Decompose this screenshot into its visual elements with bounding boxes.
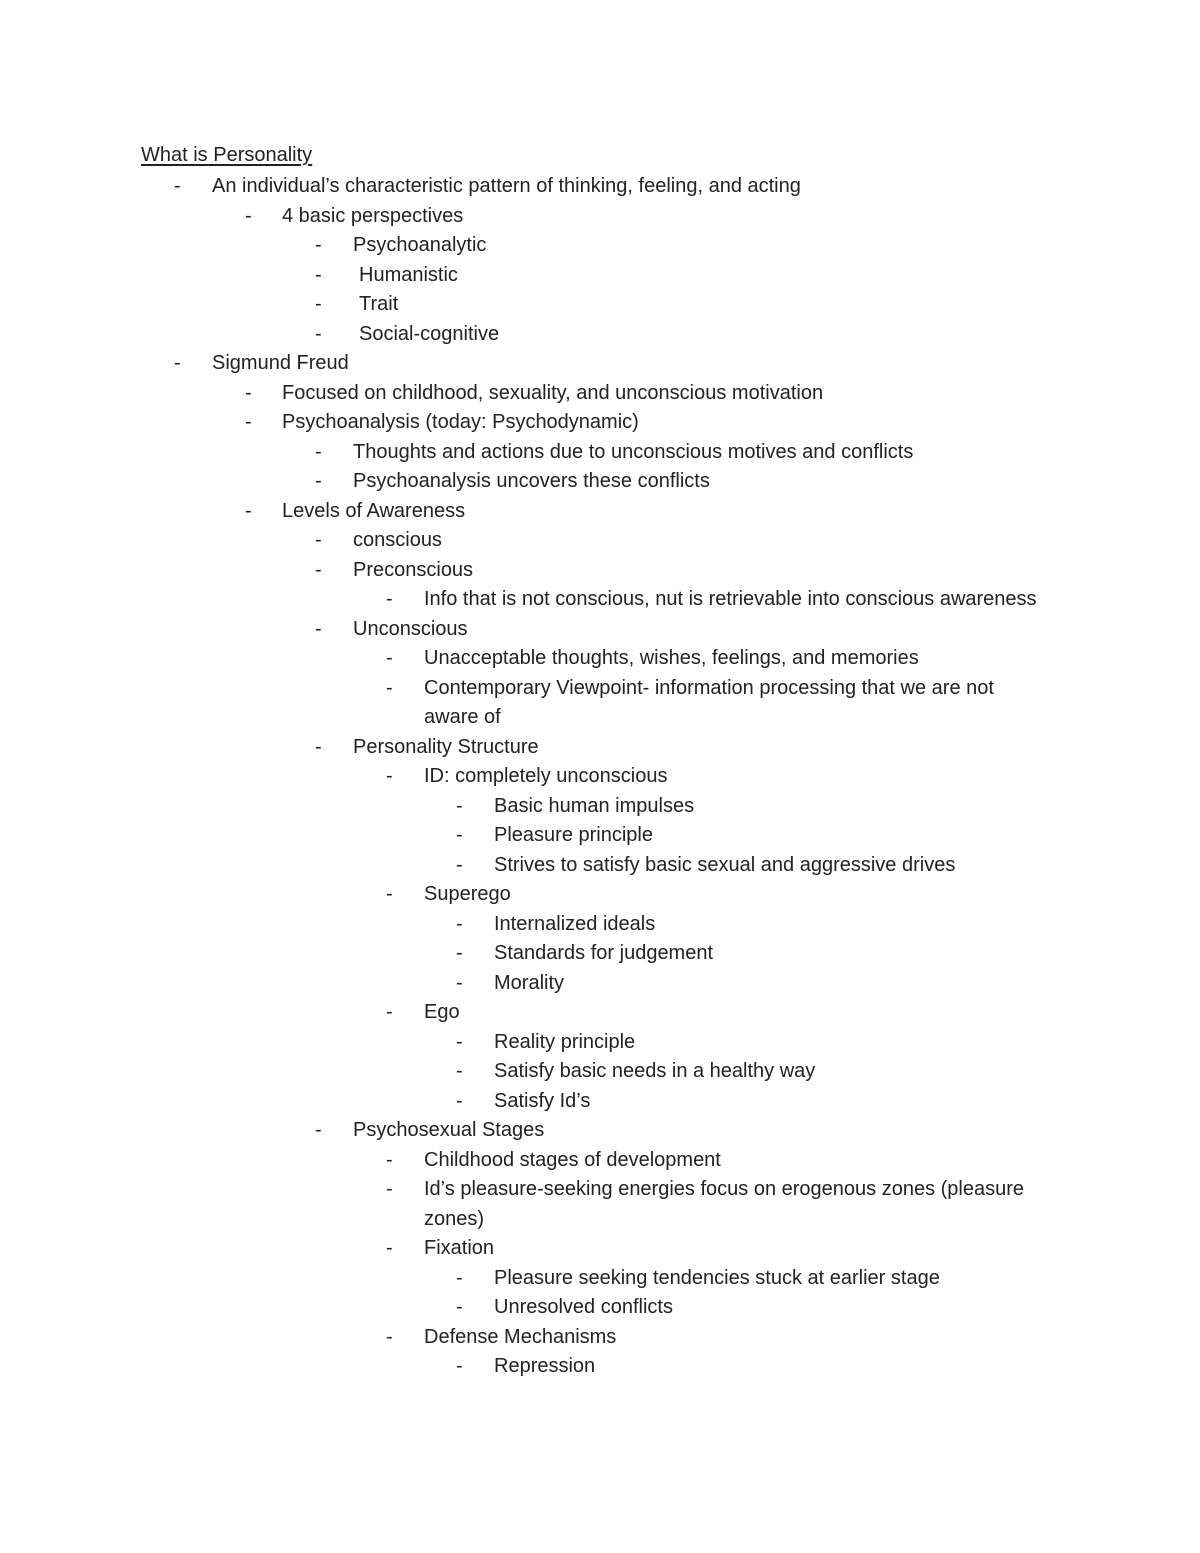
outline-item: [0, 231, 1200, 261]
outline-item-text: Unconscious: [353, 617, 468, 640]
outline-item-text: Fixation: [424, 1237, 495, 1259]
outline-item-text: Unresolved conflicts: [494, 1296, 673, 1318]
outline-item-text: Humanistic: [359, 263, 458, 286]
bullet-dash: -: [456, 1060, 463, 1082]
outline-list: [0, 172, 1200, 1382]
bullet-dash: -: [386, 588, 393, 610]
bullet-dash: -: [456, 853, 463, 876]
outline-item: [0, 438, 1200, 468]
bullet-dash: -: [315, 322, 322, 345]
outline-item-text: conscious: [353, 529, 442, 551]
outline-item: [0, 1323, 1200, 1353]
outline-item: [0, 1146, 1200, 1176]
outline-item-text: 4 basic perspectives: [282, 204, 464, 227]
bullet-dash: -: [315, 440, 322, 463]
bullet-dash: -: [245, 499, 252, 522]
outline-item-text: Contemporary Viewpoint- information processing that we are not aware of: [424, 676, 994, 728]
bullet-dash: -: [386, 1325, 393, 1348]
bullet-dash: -: [245, 204, 252, 227]
bullet-dash: -: [456, 1296, 463, 1318]
outline-item: [0, 1234, 1200, 1264]
bullet-dash: -: [245, 411, 252, 433]
outline-item-text: Unacceptable thoughts, wishes, feelings, and memories: [424, 647, 919, 669]
outline-item: [0, 910, 1200, 940]
outline-item: [0, 1028, 1200, 1058]
outline-item: [0, 1087, 1200, 1117]
bullet-dash: -: [315, 470, 322, 492]
outline-item-text: Psychoanalytic: [353, 234, 487, 256]
outline-item: [0, 497, 1200, 527]
outline-item-text: Superego: [424, 883, 511, 905]
outline-item-text: Psychoanalysis (today: Psychodynamic): [282, 411, 639, 433]
document-title: What is Personality: [141, 144, 313, 166]
outline-item: [0, 969, 1200, 999]
outline-item-text: Social-cognitive: [359, 322, 500, 345]
outline-item-text: Morality: [494, 971, 565, 994]
bullet-dash: -: [315, 617, 322, 640]
bullet-dash: -: [315, 234, 322, 256]
outline-item: [0, 615, 1200, 645]
outline-item: [0, 202, 1200, 232]
outline-item-text: Preconscious: [353, 558, 474, 581]
bullet-dash: -: [315, 735, 322, 758]
outline-item-text: Defense Mechanisms: [424, 1325, 617, 1348]
outline-item-text: Basic human impulses: [494, 794, 695, 817]
outline-item: [0, 585, 1200, 615]
bullet-dash: -: [386, 1178, 393, 1200]
outline-item: [0, 792, 1200, 822]
outline-item-text: Personality Structure: [353, 735, 539, 758]
bullet-dash: -: [456, 1089, 463, 1112]
bullet-dash: -: [386, 1237, 393, 1259]
outline-item-text: Sigmund Freud: [212, 352, 349, 374]
bullet-dash: -: [386, 1148, 393, 1171]
outline-item-text: Pleasure principle: [494, 824, 653, 846]
bullet-dash: -: [456, 912, 463, 935]
outline-item: [0, 1264, 1200, 1294]
bullet-dash: -: [386, 765, 393, 787]
outline-item-text: Reality principle: [494, 1030, 636, 1053]
outline-item: [0, 556, 1200, 586]
bullet-dash: -: [315, 293, 322, 315]
bullet-dash: -: [315, 558, 322, 581]
outline-item-text: Focused on childhood, sexuality, and unconscious motivation: [282, 381, 824, 404]
outline-item: [0, 408, 1200, 438]
outline-item-text: Standards for judgement: [494, 942, 714, 964]
outline-item: [0, 821, 1200, 851]
outline-item: [0, 939, 1200, 969]
bullet-dash: -: [456, 794, 463, 817]
bullet-dash: -: [386, 883, 393, 905]
bullet-dash: -: [456, 1355, 463, 1377]
outline-item-text: ID: completely unconscious: [424, 765, 668, 787]
outline-item: [0, 762, 1200, 792]
outline-item: [0, 1352, 1200, 1382]
outline-item: [0, 172, 1200, 202]
outline-item: [0, 733, 1200, 763]
outline-item-text: Thoughts and actions due to unconscious motives and conflicts: [353, 440, 914, 463]
bullet-dash: -: [174, 352, 181, 374]
outline-item: [0, 1293, 1200, 1323]
outline-item-text: Strives to satisfy basic sexual and aggressive drives: [494, 853, 956, 876]
outline-item: [0, 261, 1200, 291]
outline-item-text: Satisfy Id’s: [494, 1089, 591, 1112]
outline-item-text: Trait: [359, 293, 399, 315]
outline-item-text: Psychosexual Stages: [353, 1119, 545, 1141]
outline-item: [0, 467, 1200, 497]
outline-item-text: Psychoanalysis uncovers these conflicts: [353, 470, 710, 492]
bullet-dash: -: [456, 942, 463, 964]
outline-item: [0, 349, 1200, 379]
outline-item-text: Satisfy basic needs in a healthy way: [494, 1060, 816, 1082]
outline-item-text: Levels of Awareness: [282, 499, 466, 522]
outline-item-text: Id’s pleasure-seeking energies focus on erogenous zones (pleasure zones): [424, 1178, 1025, 1230]
bullet-dash: -: [245, 381, 252, 404]
outline-item: [0, 998, 1200, 1028]
outline-item-text: Pleasure seeking tendencies stuck at earlier stage: [494, 1266, 940, 1289]
outline-item: [0, 379, 1200, 409]
outline-item: [0, 851, 1200, 881]
outline-item-text: Repression: [494, 1355, 596, 1377]
bullet-dash: -: [456, 824, 463, 846]
outline-item: [0, 644, 1200, 674]
outline-item-text: Childhood stages of development: [424, 1148, 721, 1171]
outline-item: [0, 1057, 1200, 1087]
outline-item: [0, 290, 1200, 320]
bullet-dash: -: [456, 1266, 463, 1289]
outline-item-text: Ego: [424, 1001, 460, 1023]
bullet-dash: -: [315, 529, 322, 551]
outline-item: [0, 1116, 1200, 1146]
bullet-dash: -: [315, 1119, 322, 1141]
outline-item: [0, 1175, 1200, 1234]
bullet-dash: -: [174, 175, 181, 197]
bullet-dash: -: [456, 971, 463, 994]
bullet-dash: -: [386, 647, 393, 669]
bullet-dash: -: [315, 263, 322, 286]
outline-item: [0, 320, 1200, 350]
bullet-dash: -: [386, 1001, 393, 1023]
outline-item-text: Info that is not conscious, nut is retrievable into conscious awareness: [424, 588, 1037, 610]
outline-item: [0, 526, 1200, 556]
bullet-dash: -: [386, 676, 393, 699]
outline-item: [0, 880, 1200, 910]
outline-item-text: Internalized ideals: [494, 912, 656, 935]
outline-item: [0, 674, 1200, 733]
outline-item-text: An individual’s characteristic pattern of thinking, feeling, and acting: [212, 175, 801, 197]
bullet-dash: -: [456, 1030, 463, 1053]
